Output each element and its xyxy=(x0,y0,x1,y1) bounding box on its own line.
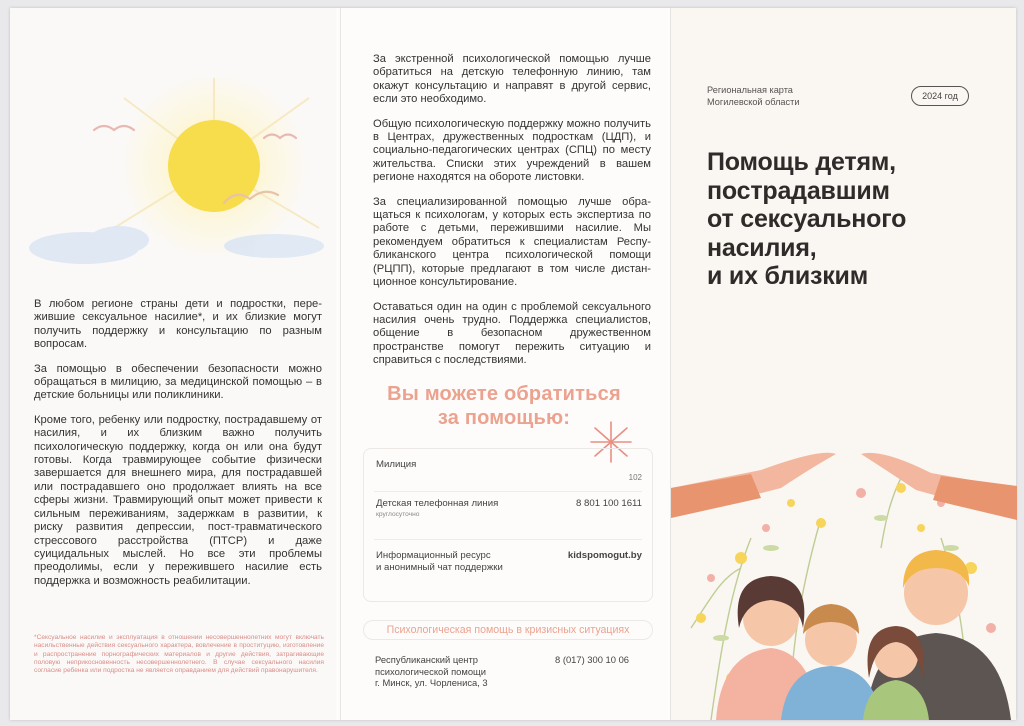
year-badge: 2024 год xyxy=(911,86,969,106)
info-paragraph: За специализированной помощью лучше обращаться к психологам, у которых есть экспертиза по работе с детьми, пережившими насилие. Мы рекомендуем обратиться к специалистам Республиканского центра психологической помощи (РЦПП), которые предлагают в том числе дистанционное консультирование. xyxy=(373,195,651,289)
region-line: Могилевской области xyxy=(707,97,800,107)
contact-sub: круглосуточно xyxy=(376,511,420,518)
footnote: *Сексуальное насилие и эксплуатация в отношении несовершеннолетних могут включать насильственные действия сексуального характера, вовлечение в проституцию, изготовление и распространение порнографических материалов и другие действия, затрагивающие половую неприкосновенность несовершеннолетнего. В случае сексуального насилия согласие ребенка или подростка не является оправданием для действий правонарушителя. xyxy=(34,634,324,675)
crisis-help-title: Психологическая помощь в кризисных ситуациях xyxy=(363,620,653,640)
rcpp-address: г. Минск, ул. Чорлениса, 3 xyxy=(375,677,488,689)
leaflet-sheet xyxy=(10,8,1016,720)
contact-child-helpline xyxy=(376,498,642,518)
contact-police xyxy=(376,459,642,482)
help-heading-line: Вы можете обратиться xyxy=(387,383,621,405)
contacts-box xyxy=(363,448,653,602)
region-label xyxy=(707,84,799,108)
cover-panel xyxy=(670,8,1016,720)
rcpp-name: психологической помощи xyxy=(375,665,486,677)
contact-label: Милиция xyxy=(376,459,417,470)
title-line: и их близким xyxy=(707,262,869,291)
intro-paragraph: За помощью в обеспечении безопасности можно обращаться в милицию, за медицинской помощью – в детские больницы или поликлиники. xyxy=(34,362,322,402)
contact-label: и анонимный чат поддержки xyxy=(376,562,503,573)
contact-online-resource xyxy=(376,550,642,574)
region-line: Региональная карта xyxy=(707,85,793,95)
contact-label: Детская телефонная линия xyxy=(376,498,499,509)
cover-title xyxy=(707,148,1007,291)
contact-label: Информационный ресурс xyxy=(376,550,491,561)
title-line: пострадавшим xyxy=(707,176,890,205)
help-heading-line: за помощью: xyxy=(437,407,571,429)
help-info-text xyxy=(373,53,651,379)
divider xyxy=(374,491,642,492)
info-paragraph: Оставаться один на один с проблемой сексуального насилия очень трудно. Поддержка специалистов, общение в безопасном дружественном пространстве помогут пережить ситуацию и справиться с последствиями. xyxy=(373,300,651,367)
rcpp-contact xyxy=(375,654,645,689)
intro-text xyxy=(34,298,322,599)
middle-panel xyxy=(340,8,666,720)
info-paragraph: Общую психологическую поддержку можно получить в Центрах, дружественных подросткам (ЦДП), и социально-педагогических центрах (СПЦ) по месту жительства. Списки этих учреждений в вашем регионе находятся на обороте листовки. xyxy=(373,117,651,184)
intro-paragraph: Кроме того, ребенку или подростку, пострадавшему от насилия, и их близким важно получить психологическую поддержку, когда он или она будут готовы. Когда травмирующее событие физически завершается для внешнего мира, для пострадавшей или пострадавшего оно продолжает влиять на все сферы жизни. Травмирующий опыт может привести к сильным переживаниям, задержкам в развитии, к риску развития депрессии, пост-травматического стрессового расстройства (ПТСР) и даже суицидальных мыслей. Но все эти проблемы преодолимы, если у пережившего насилие есть поддержка и возможность реабилитации. xyxy=(34,413,322,587)
title-line: Помощь детям, xyxy=(707,148,896,176)
contact-value[interactable]: 8 801 100 1611 xyxy=(576,498,642,509)
title-line: от сексуального xyxy=(707,205,907,234)
intro-paragraph: В любом регионе страны дети и подростки, пережившие сексуальное насилие*, и их близкие могут получить поддержку и консультацию по разным вопросам. xyxy=(34,298,322,351)
info-paragraph: За экстренной психологической помощью лучше обратиться на детскую телефонную линию, там окажут консультацию и направят в другой сервис, если это необходимо. xyxy=(373,53,651,106)
left-panel xyxy=(10,8,336,720)
family-illustration xyxy=(671,428,1017,720)
sun-illustration xyxy=(24,78,324,278)
divider xyxy=(374,539,642,540)
title-line: насилия, xyxy=(707,233,817,262)
website-link[interactable]: kidspomogut.by xyxy=(567,550,642,561)
rcpp-name: Республиканский центр xyxy=(375,654,478,665)
rcpp-phone[interactable]: 8 (017) 300 10 06 xyxy=(555,654,630,665)
contact-value[interactable]: 102 xyxy=(628,473,642,482)
